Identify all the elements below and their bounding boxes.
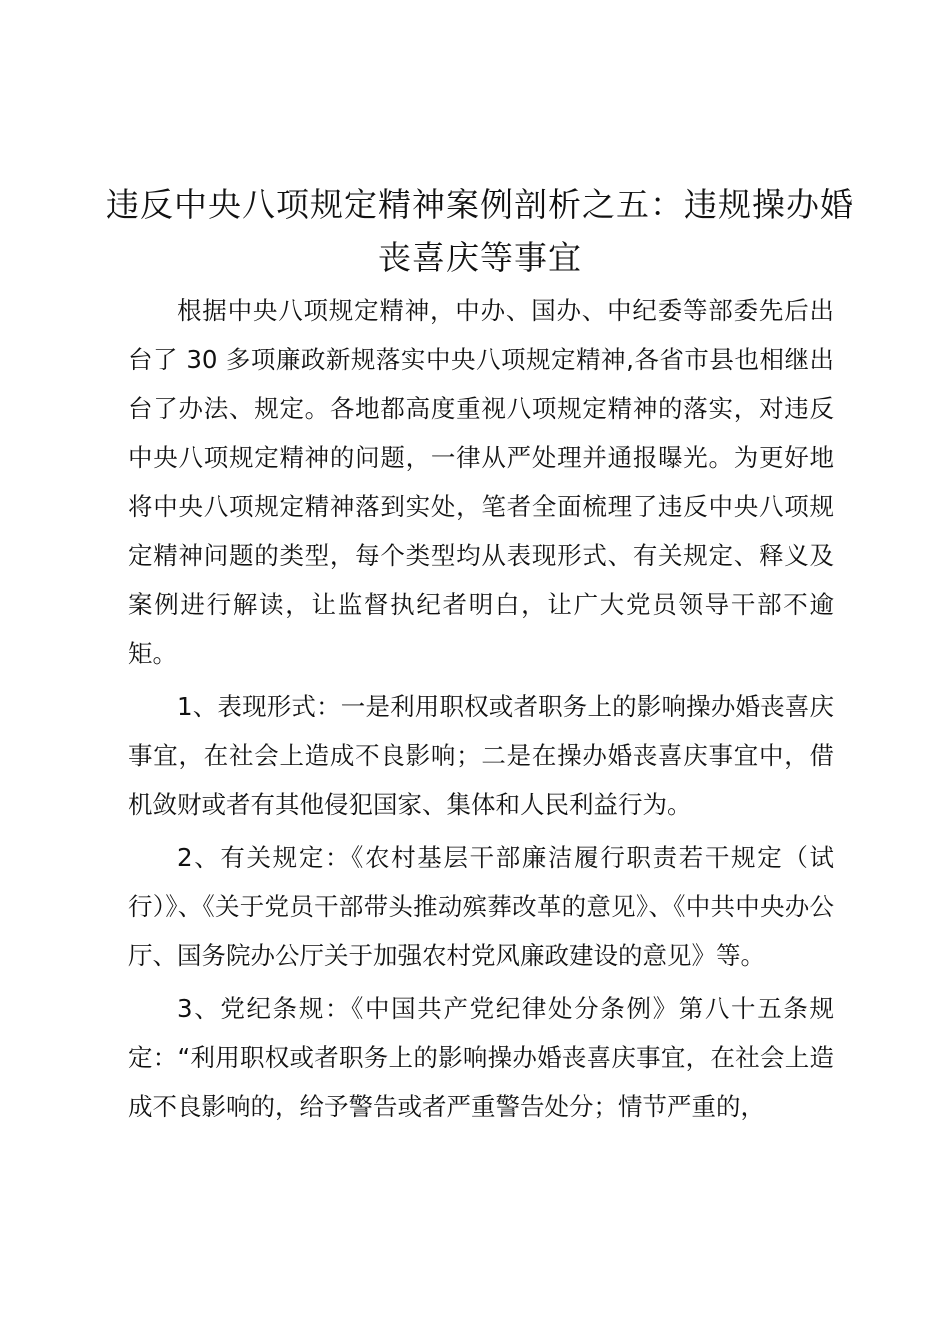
paragraph-regulations: 2、有关规定：《农村基层干部廉洁履行职责若干规定（试行）》、《关于党员干部带头推动殡葬改革的意见》、《中共中央办公厅、国务院办公厅关于加强农村党风廉政建设的意见》等。 (128, 843, 834, 970)
paragraph-party-rules: 3、党纪条规：《中国共产党纪律处分条例》第八十五条规定：“利用职权或者职务上的影响操办婚丧喜庆事宜，在社会上造成不良影响的，给予警告或者严重警告处分；情节严重的， (128, 994, 834, 1121)
document-title: 违反中央八项规定精神案例剖析之五：违规操办婚丧喜庆等事宜 (106, 185, 854, 277)
intro-paragraph: 根据中央八项规定精神，中办、国办、中纪委等部委先后出台了 30 多项廉政新规落实中央八项规定精神,各省市县也相继出台了办法、规定。各地都高度重视八项规定精神的落实，对违反中央八项规定精神的问题，一律从严处理并通报曝光。为更好地将中央八项规定精神落到实处，笔者全面梳理了违反中央八项规定精神问题的类型，每个类型均从表现形式、有关规定、释义及案例进行解读，让监督执纪者明白，让广大党员领导干部不逾矩。 (128, 296, 834, 668)
document-body (128, 286, 834, 1131)
paragraph-manifestation: 1、表现形式：一是利用职权或者职务上的影响操办婚丧喜庆事宜，在社会上造成不良影响；二是在操办婚丧喜庆事宜中，借机敛财或者有其他侵犯国家、集体和人民利益行为。 (128, 692, 834, 819)
